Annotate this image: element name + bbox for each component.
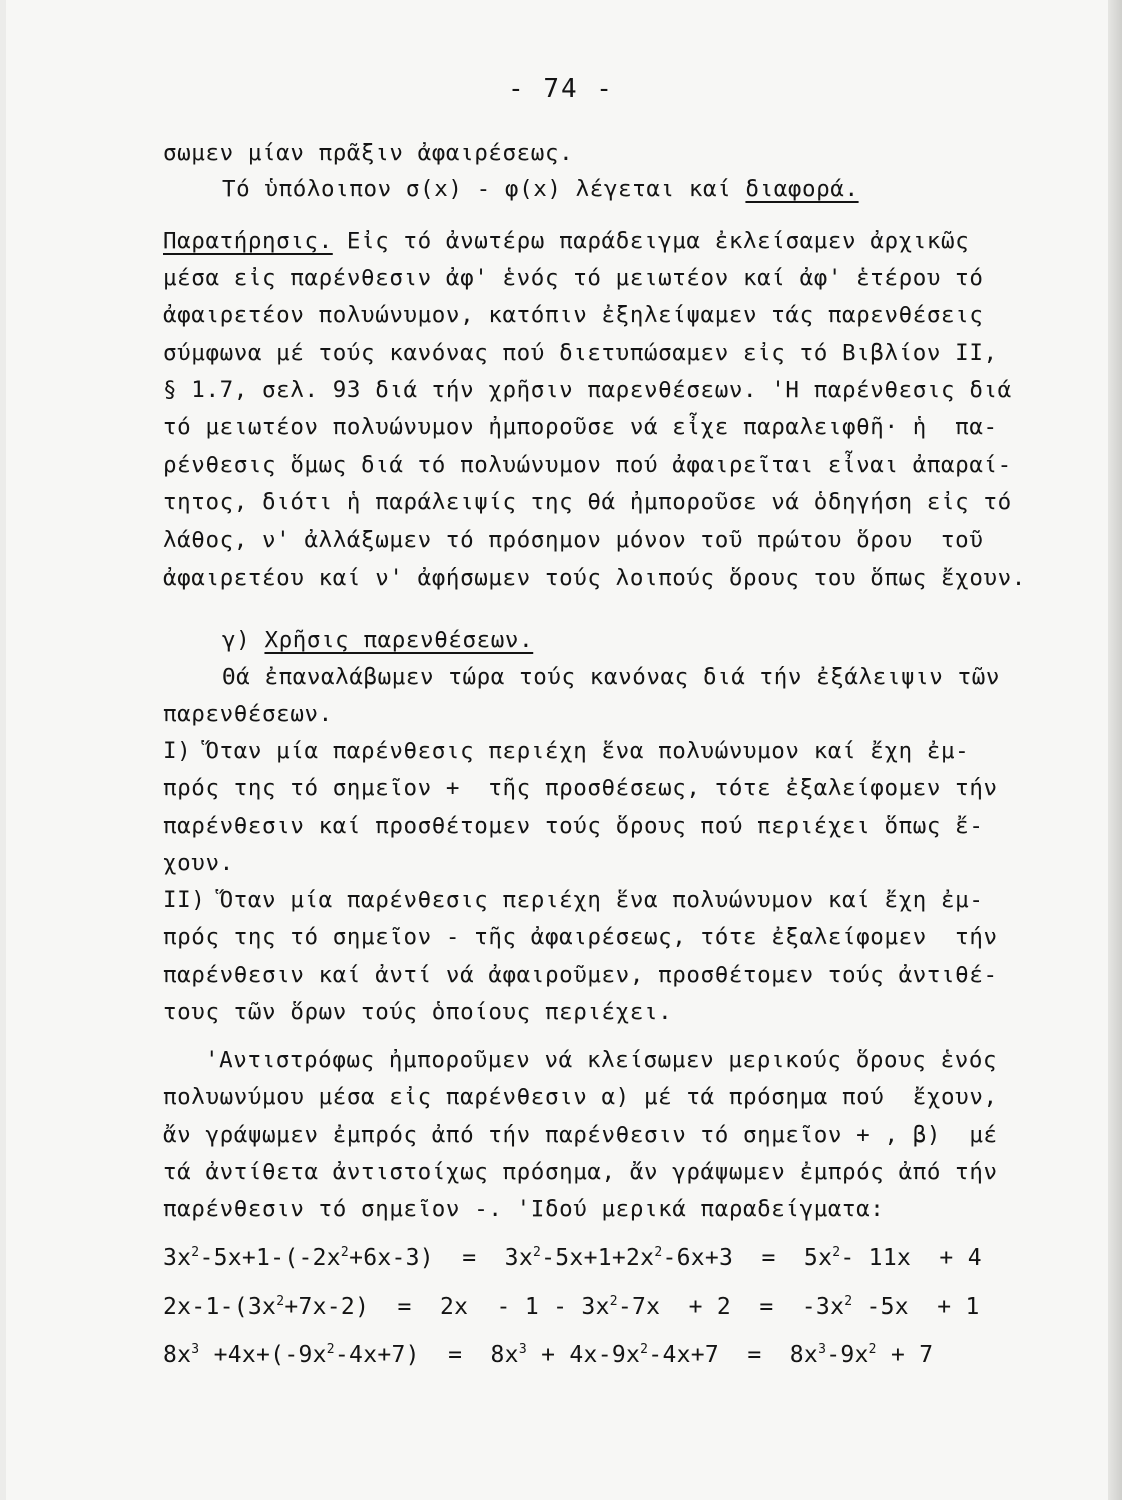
example-equation-2 <box>163 1292 980 1322</box>
body-line: τά ἀντίθετα ἀντιστοίχως πρόσημα, ἄν γράψωμεν ἐμπρός ἀπό τήν <box>163 1159 998 1185</box>
text-line <box>222 174 859 204</box>
rule-line: πρός της τό σημεῖον + τῆς προσθέσεως, τότε ἐξαλείφομεν τήν <box>163 775 998 801</box>
math-segment: +4x+(-9x <box>199 1342 327 1368</box>
math-segment: 3x <box>163 1245 192 1271</box>
math-segment: - 11x + 4 <box>840 1245 982 1271</box>
exponent: 2 <box>532 1245 542 1260</box>
exponent: 3 <box>191 1342 200 1357</box>
exponent: 2 <box>654 1245 663 1260</box>
section-title: Χρῆσις παρενθέσεων. <box>264 627 534 653</box>
math-segment: 2x-1-(3x <box>163 1294 277 1320</box>
exponent: 2 <box>832 1245 841 1260</box>
remark-line: § 1.7, σελ. 93 διά τήν χρῆσιν παρενθέσεων. 'Η παρένθεσις διά <box>163 377 1012 403</box>
rule-line: I) Ὅταν μία παρένθεσις περιέχη ἕνα πολυώνυμον καί ἔχη ἐμ- <box>163 738 970 764</box>
remark-line: σύμφωνα μέ τούς κανόνας πού διετυπώσαμεν εἰς τό Βιβλίον II, <box>163 340 998 366</box>
rule-line: τους τῶν ὅρων τούς ὁποίους περιέχει. <box>163 999 673 1025</box>
exponent: 2 <box>326 1342 335 1357</box>
math-segment: -4x+7 = 8x <box>648 1342 819 1368</box>
term-difference: διαφορά. <box>745 176 859 202</box>
section-heading <box>222 625 533 655</box>
page-left-edge <box>0 0 6 1500</box>
remark-line: λάθος, ν' ἀλλάξωμεν τό πρόσημον μόνον τοῦ πρώτου ὅρου τοῦ <box>163 527 984 553</box>
exponent: 2 <box>276 1294 285 1309</box>
math-segment: + 7 <box>876 1342 934 1368</box>
text-segment: Εἰς τό ἀνωτέρω παράδειγμα ἐκλείσαμεν ἀρχικῶς <box>332 228 970 254</box>
body-line: Θά ἐπαναλάβωμεν τώρα τούς κανόνας διά τήν ἐξάλειψιν τῶν <box>222 664 1001 690</box>
text-line: σωμεν μίαν πρᾶξιν ἀφαιρέσεως. <box>163 140 574 166</box>
body-line: ἄν γράψωμεν ἐμπρός ἀπό τήν παρένθεσιν τό σημεῖον + , β) μέ <box>163 1122 998 1148</box>
math-segment: -5x + 1 <box>852 1294 980 1320</box>
page-number: - 74 - <box>508 74 614 104</box>
rule-line: II) Ὅταν μία παρένθεσις περιέχη ἕνα πολυώνυμον καί ἔχη ἐμ- <box>163 887 984 913</box>
remark-line: ἀφαιρετέον πολυώνυμον, κατόπιν ἐξηλείψαμεν τάς παρενθέσεις <box>163 302 984 328</box>
remark-line: ρένθεσις ὅμως διά τό πολυώνυμον πού ἀφαιρεῖται εἶναι ἀπαραί- <box>163 452 1012 478</box>
rule-line: παρένθεσιν καί ἀντί νά ἀφαιροῦμεν, προσθέτομεν τούς ἀντιθέ- <box>163 962 998 988</box>
math-segment: +6x-3) = 3x <box>349 1245 533 1271</box>
exponent: 3 <box>818 1342 827 1357</box>
body-line: 'Αντιστρόφως ἠμποροῦμεν νά κλείσωμεν μερικούς ὅρους ἑνός <box>205 1047 998 1073</box>
remark-label: Παρατήρησις. <box>163 228 333 254</box>
exponent: 2 <box>844 1294 853 1309</box>
body-line: παρενθέσεων. <box>163 701 333 727</box>
remark-line: τητος, διότι ἡ παράλειψίς της θά ἠμποροῦσε νά ὁδηγήση εἰς τό <box>163 489 1012 515</box>
exponent: 2 <box>609 1294 618 1309</box>
example-equation-3 <box>163 1340 933 1370</box>
body-line: παρένθεσιν τό σημεῖον -. 'Ιδού μερικά παραδείγματα: <box>163 1196 885 1222</box>
rule-line: πρός της τό σημεῖον - τῆς ἀφαιρέσεως, τότε ἐξαλείφομεν τήν <box>163 924 998 950</box>
text-segment: Τό ὑπόλοιπον σ(x) - φ(x) λέγεται καί <box>222 176 746 202</box>
math-segment: -5x+1+2x <box>541 1245 655 1271</box>
page-right-edge <box>1108 0 1122 1500</box>
exponent: 2 <box>868 1342 877 1357</box>
section-label: γ) <box>222 627 265 653</box>
remark-line: μέσα εἰς παρένθεσιν ἀφ' ἑνός τό μειωτέον καί ἀφ' ἑτέρου τό <box>163 265 984 291</box>
math-segment: -5x+1-(-2x <box>199 1245 341 1271</box>
math-segment: + 4x-9x <box>526 1342 641 1368</box>
math-segment: -7x + 2 = -3x <box>617 1294 845 1320</box>
example-equation-1 <box>163 1243 982 1273</box>
exponent: 2 <box>340 1245 350 1260</box>
body-line: πολυωνύμου μέσα εἰς παρένθεσιν α) μέ τά πρόσημα πού ἔχουν, <box>163 1084 998 1110</box>
remark-line: τό μειωτέον πολυώνυμον ἠμποροῦσε νά εἶχε παραλειφθῆ· ἡ πα- <box>163 414 998 440</box>
remark-line <box>163 226 969 256</box>
rule-line: παρένθεσιν καί προσθέτομεν τούς ὅρους πού περιέχει ὅπως ἔ- <box>163 813 984 839</box>
math-segment: -4x+7) = 8x <box>334 1342 519 1368</box>
math-segment: +7x-2) = 2x - 1 - 3x <box>284 1294 610 1320</box>
rule-line: χουν. <box>163 850 234 876</box>
math-segment: 8x <box>163 1342 192 1368</box>
exponent: 2 <box>640 1342 649 1357</box>
math-segment: -6x+3 = 5x <box>662 1245 833 1271</box>
math-segment: -9x <box>826 1342 869 1368</box>
remark-line: ἀφαιρετέου καί ν' ἀφήσωμεν τούς λοιπούς ὅρους του ὅπως ἔχουν. <box>163 565 1026 591</box>
exponent: 2 <box>191 1245 200 1260</box>
exponent: 3 <box>518 1342 527 1357</box>
